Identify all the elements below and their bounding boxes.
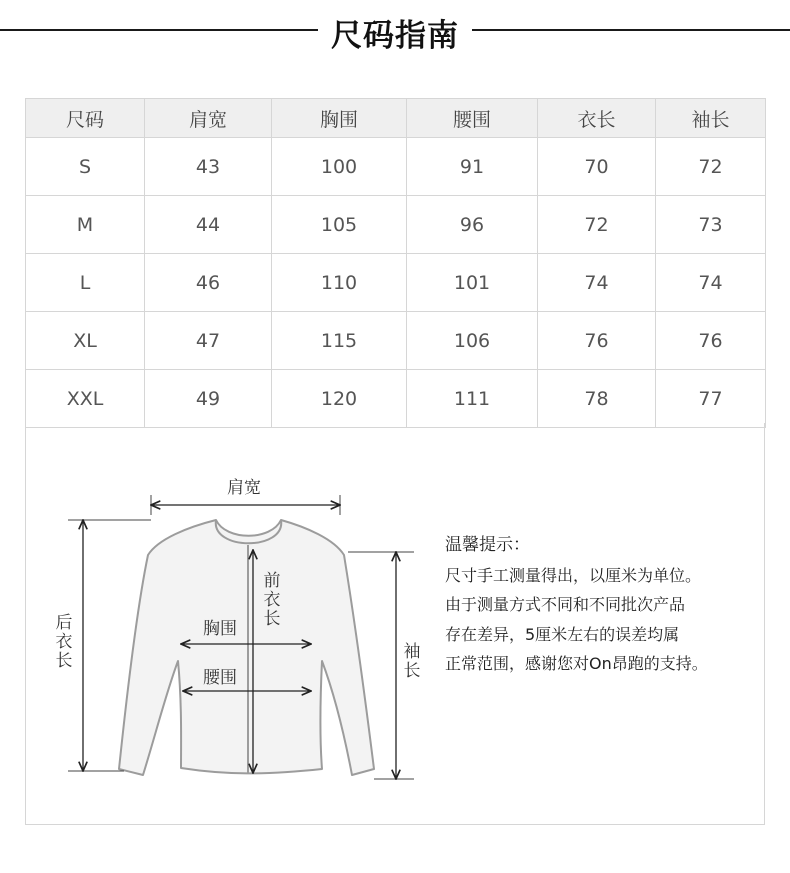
back-length-label-2: 衣 [55,632,73,652]
table-row [26,312,766,370]
cell-shoulder: 44 [145,196,272,254]
back-length-label-1: 后 [55,613,73,633]
jacket-outline [119,520,374,775]
sleeve-label-2: 长 [403,661,421,681]
header-divider-left [0,29,318,31]
cell-length: 70 [538,138,656,196]
shoulder-label: 肩宽 [227,478,261,498]
front-length-label-1: 前 [263,571,281,591]
header-sleeve: 袖长 [656,99,766,138]
cell-size: XL [26,312,145,370]
size-table [25,98,766,428]
cell-length: 78 [538,370,656,428]
cell-chest: 105 [272,196,407,254]
cell-shoulder: 49 [145,370,272,428]
measurement-diagram [25,423,765,825]
page-title: 尺码指南 [331,18,459,54]
cell-size: S [26,138,145,196]
front-length-label-2: 衣 [263,590,281,610]
table-row [26,254,766,312]
cell-sleeve: 73 [656,196,766,254]
cell-length: 76 [538,312,656,370]
tip-line: 存在差异，5厘米左右的误差均属 [445,624,680,644]
back-length-label-3: 长 [55,651,73,671]
cell-size: L [26,254,145,312]
cell-length: 74 [538,254,656,312]
tip-line: 尺寸手工测量得出，以厘米为单位。 [445,565,702,585]
cell-waist: 101 [407,254,538,312]
cell-size: M [26,196,145,254]
cell-waist: 111 [407,370,538,428]
table-header-row [26,99,766,138]
table-row [26,138,766,196]
header-size: 尺码 [26,99,145,138]
header-length: 衣长 [538,99,656,138]
cell-shoulder: 43 [145,138,272,196]
tip-line: 由于测量方式不同和不同批次产品 [445,595,686,614]
cell-chest: 110 [272,254,407,312]
sleeve-label-1: 袖 [403,642,421,662]
cell-chest: 115 [272,312,407,370]
header-waist: 腰围 [407,99,538,138]
header-divider-right [472,29,790,31]
cell-shoulder: 47 [145,312,272,370]
page-header [0,0,790,70]
cell-sleeve: 77 [656,370,766,428]
cell-waist: 106 [407,312,538,370]
cell-length: 72 [538,196,656,254]
cell-sleeve: 72 [656,138,766,196]
table-row [26,370,766,428]
tips-title: 温馨提示： [445,535,530,555]
cell-shoulder: 46 [145,254,272,312]
tips-panel [445,531,760,679]
waist-label: 腰围 [203,668,237,688]
cell-waist: 91 [407,138,538,196]
table-row [26,196,766,254]
cell-size: XXL [26,370,145,428]
front-length-label-3: 长 [263,609,281,629]
cell-chest: 120 [272,370,407,428]
chest-label: 胸围 [203,619,237,639]
header-shoulder: 肩宽 [145,99,272,138]
cell-waist: 96 [407,196,538,254]
cell-sleeve: 74 [656,254,766,312]
cell-chest: 100 [272,138,407,196]
header-chest: 胸围 [272,99,407,138]
tip-line: 正常范围，感谢您对On昂跑的支持。 [445,654,708,673]
cell-sleeve: 76 [656,312,766,370]
